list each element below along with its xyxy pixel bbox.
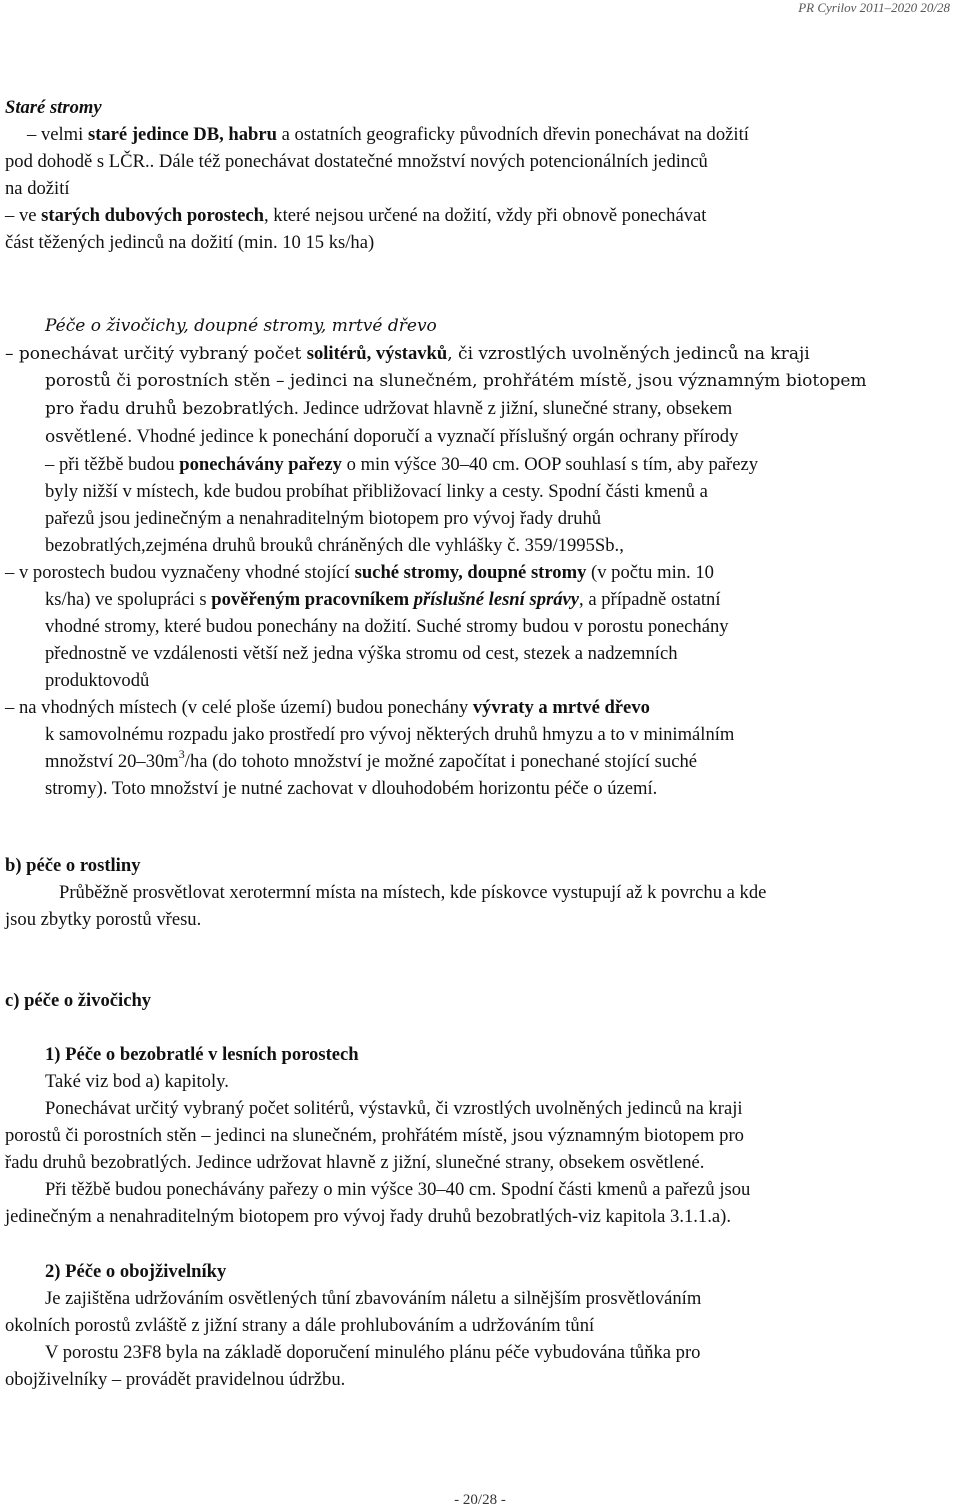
text-line: porostů či porostních stěn – jedinci na slunečném, prohřátém místě, jsou významným biotopem [45,371,867,391]
subsection-bezobratli [5,1041,955,1230]
text-line: bezobratlých,zejména druhů brouků chráněných dle vyhlášky č. 359/1995Sb., [45,535,624,556]
bullet-solitery: – ponechávat určitý vybraný počet solitérů, výstavků, či vzrostlých uvolněných jedinců na kraji [5,343,810,364]
text-line: na dožití [5,178,70,199]
text-line: Je zajištěna udržováním osvětlených tůní zbavováním náletu a silnějším prosvětlováním [45,1288,702,1309]
text-line: okolních porostů zvláště z jižní strany a dále prohlubováním a udržováním tůní [5,1315,595,1336]
text-line: množství $20-30m^3/ha$ (do tohoto množství je možné započítat i ponechané stojící suché [45,746,697,772]
section-stare-stromy [5,94,955,256]
heading-bezobratli: 1) Péče o bezobratlé v lesních porostech [45,1044,359,1065]
section-pece-o-zivocichy [5,987,955,1014]
text-line: porostů či porostních stěn – jedinci na slunečném, prohřátém místě, jsou významným biotopem pro [5,1125,744,1146]
heading-stare-stromy: Staré stromy [5,97,102,118]
page-number: - 20/28 - [454,1492,506,1508]
text-line: Průběžně prosvětlovat xerotermní místa na místech, kde pískovce vystupují až k povrchu a kde [59,882,767,903]
text-line: ks/ha) ve spolupráci s pověřeným pracovníkem příslušné lesní správy, a případně ostatní [45,589,721,610]
text-line: – při těžbě budou ponechávány pařezy o min výšce 30–40 cm. OOP souhlasí s tím, aby pařezy [45,454,759,475]
text-line: řadu druhů bezobratlých. Jedince udržovat hlavně z jižní, slunečné strany, obsekem osvětlené. [5,1152,705,1173]
text-line: přednostně ve vzdálenosti větší než jedna výška stromu od cest, stezek a nadzemních [45,643,678,664]
heading-pece-o-zivocichy: Péče o živočichy, doupné stromy, mrtvé dřevo [45,316,437,336]
text-line: jsou zbytky porostů vřesu. [5,909,202,930]
text-line: produktovodů [45,670,150,691]
text-line: k samovolnému rozpadu jako prostředí pro vývoj některých druhů hmyzu a to v minimálním [45,724,735,745]
subsection-obojzivelnici [5,1258,955,1393]
text-line: stromy). Toto množství je nutné zachovat v dlouhodobém horizontu péče o území. [45,778,658,799]
bullet-suche-stromy: – v porostech budou vyznačeny vhodné stojící suché stromy, doupné stromy (v počtu min. 10 [5,562,714,583]
bullet-dubove-porosty: – ve starých dubových porostech, které nejsou určené na dožití, vždy při obnově ponechávat [5,205,707,226]
text-line: V porostu 23F8 byla na základě doporučení minulého plánu péče vybudována tůňka pro [45,1342,701,1363]
text-line: jedinečným a nenahraditelným biotopem pro vývoj řady druhů bezobratlých-viz kapitola 3.1.1.a). [5,1206,731,1227]
section-pece-o-zivocichy-mrtve-drevo [5,313,955,802]
text-line: byly nižší v místech, kde budou probíhat přibližovací linky a cesty. Spodní části kmenů a [45,481,708,502]
text-line: obojživelníky – provádět pravidelnou údržbu. [5,1369,346,1390]
bullet-stare-jedince: – velmi staré jedince DB, habru a ostatních geograficky původních dřevin ponechávat na dožití [27,124,749,145]
text-line: osvětlené. Vhodné jedince k ponechání doporučí a vyznačí příslušný orgán ochrany přírody [45,426,739,447]
heading-pece-o-zivocichy-c: c) péče o živočichy [5,990,152,1011]
section-pece-o-rostliny [5,852,955,933]
text-line: Při těžbě budou ponechávány pařezy o min výšce 30–40 cm. Spodní části kmenů a pařezů jsou [45,1179,751,1200]
text-line: pod dohodě s LČR.. Dále též ponechávat dostatečné množství nových potencionálních jedinců [5,151,708,172]
text-line: pařezů jsou jedinečným a nenahraditelným biotopem pro vývoj řady druhů [45,508,602,529]
heading-obojzivelnici: 2) Péče o obojživelníky [45,1261,227,1282]
text-line: Ponechávat určitý vybraný počet solitérů, výstavků, či vzrostlých uvolněných jedinců na kraji [45,1098,743,1119]
text-line: Také viz bod a) kapitoly. [45,1071,229,1092]
running-header: PR Cyrilov 2011–2020 20/28 [798,0,950,15]
bullet-vyvraty: – na vhodných místech (v celé ploše území) budou ponechány vývraty a mrtvé dřevo [5,697,650,718]
heading-pece-o-rostliny: b) péče o rostliny [5,855,141,876]
text-line: vhodné stromy, které budou ponechány na dožití. Suché stromy budou v porostu ponechány [45,616,729,637]
text-line: část těžených jedinců na dožití (min. 10 15 ks/ha) [5,232,375,253]
text-line: pro řadu druhů bezobratlých. Jedince udržovat hlavně z jižní, slunečné strany, obsekem [45,398,733,419]
